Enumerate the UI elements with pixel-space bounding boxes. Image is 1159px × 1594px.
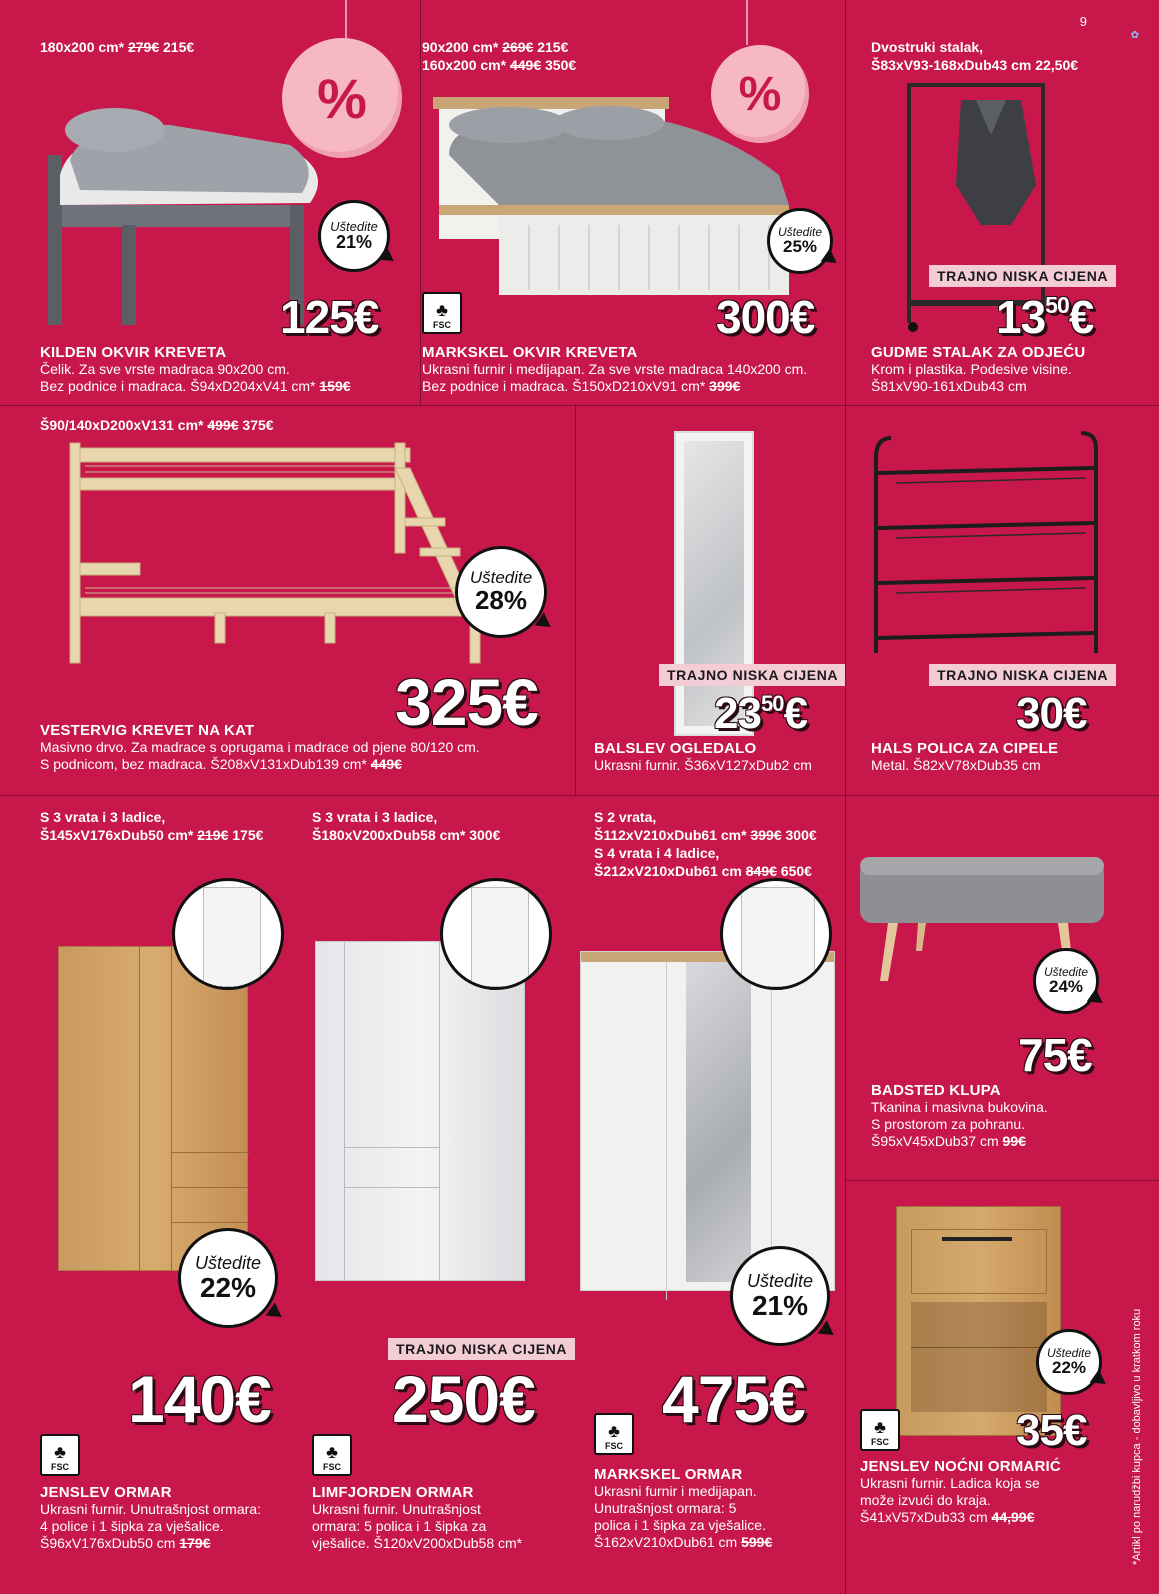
product-badsted[interactable] [846, 796, 1159, 1180]
price: 35€ [1016, 1406, 1087, 1455]
savings-badge: Uštedite 22% [1036, 1329, 1102, 1395]
price: $13^{50}€$ [996, 291, 1094, 343]
price: 250€ [392, 1362, 535, 1436]
savings-badge: Uštedite 25% [767, 208, 833, 274]
product-name: VESTERVIG KREVET NA KAT [40, 722, 255, 739]
interior-thumbnail [720, 878, 832, 990]
page-number: 9 [1079, 14, 1087, 29]
fsc-logo: ♣ FSC [594, 1413, 634, 1455]
fsc-logo: ♣ FSC [40, 1434, 80, 1476]
low-price-badge: TRAJNO NISKA CIJENA [929, 664, 1116, 686]
variant-lines: 90x200 cm* 269€ 215€ 160x200 cm* 449€ 350€ [422, 39, 577, 73]
product-info: JENSLEV ORMAR Ukrasni furnir. Unutrašnjost ormara: 4 police i 1 šipka za vješalice. Š96xV176xDub50 cm 179€ [40, 1484, 261, 1551]
price: 125€ [280, 291, 379, 343]
savings-badge: Uštedite 22% [178, 1228, 278, 1328]
product-info: MARKSKEL ORMAR Ukrasni furnir i medijapan. Unutrašnjost ormara: 5 polica i 1 šipka za vješalice. Š162xV210xDub61 cm 599€ [594, 1466, 773, 1550]
bunk-bed-image [65, 438, 495, 668]
low-price-badge: TRAJNO NISKA CIJENA [929, 265, 1116, 287]
variant-lines: S 3 vrata i 3 ladice, Š145xV176xDub50 cm* 219€ 175€ [40, 809, 264, 843]
product-jenslev-ormar[interactable] [0, 796, 290, 1594]
product-name: LIMFJORDEN ORMAR [312, 1484, 474, 1501]
product-limfjorden[interactable] [290, 796, 580, 1594]
wardrobe-image [580, 951, 835, 1291]
product-info: MARKSKEL OKVIR KREVETA Ukrasni furnir i medijapan. Za sve vrste madraca 140x200 cm. Bez podnice i madraca. Š150xD210xV91 cm* 399€ [422, 344, 808, 394]
price: 325€ [395, 665, 538, 739]
savings-badge: Uštedite 21% [730, 1246, 830, 1346]
product-info: BALSLEV OGLEDALO Ukrasni furnir. Š36xV127xDub2 cm [594, 740, 812, 773]
product-name: HALS POLICA ZA CIPELE [871, 740, 1059, 757]
savings-badge: Uštedite 21% [318, 200, 390, 272]
product-name: KILDEN OKVIR KREVETA [40, 344, 227, 361]
product-name: BALSLEV OGLEDALO [594, 740, 757, 757]
variant-line: 180x200 cm* 279€ 215€ [40, 39, 195, 55]
price: 75€ [1018, 1029, 1092, 1081]
variant-lines: S 2 vrata, Š112xV210xDub61 cm* 399€ 300€ S 4 vrata i 4 ladice, Š212xV210xDub61 cm 849€ 650€ [594, 809, 817, 879]
variant-lines: S 3 vrata i 3 ladice, Š180xV200xDub58 cm* 300€ [312, 809, 501, 843]
low-price-badge: TRAJNO NISKA CIJENA [659, 664, 845, 686]
product-info: LIMFJORDEN ORMAR Ukrasni furnir. Unutrašnjost ormara: 5 polica i 1 šipka za vješalice. Š120xV200xDub58 cm* [312, 1484, 523, 1551]
price: 475€ [662, 1362, 805, 1436]
product-name: GUDME STALAK ZA ODJEĆU [871, 344, 1086, 361]
product-kilden[interactable] [0, 0, 420, 405]
product-info: KILDEN OKVIR KREVETA Čelik. Za sve vrste madraca 90x200 cm. Bez podnice i madraca. Š94xD204xV41 cm* 159€ [40, 344, 351, 394]
savings-badge: Uštedite 28% [455, 546, 547, 638]
product-jenslev-nocni[interactable] [846, 1181, 1159, 1594]
product-info: VESTERVIG KREVET NA KAT Masivno drvo. Za madrace s oprugama i madrace od pjene 80/120 cm. S podnicom, bez madraca. Š208xV131xDub139 cm* 449€ [40, 722, 480, 772]
fsc-logo: ♣ FSC [312, 1434, 352, 1476]
variant-line: Š90/140xD200xV131 cm* 499€ 375€ [40, 417, 274, 433]
variant-lines: Dvostruki stalak, Š83xV93-168xDub43 cm 22,50€ [871, 39, 1079, 73]
product-markskel-bed[interactable] [421, 0, 845, 405]
product-info: GUDME STALAK ZA ODJEĆU Krom i plastika. Podesive visine. Š81xV90-161xDub43 cm [871, 344, 1086, 394]
nightstand-image [896, 1206, 1061, 1436]
discount-tag-icon: % [711, 45, 809, 143]
product-name: JENSLEV ORMAR [40, 1484, 172, 1501]
product-info: HALS POLICA ZA CIPELE Metal. Š82xV78xDub35 cm [871, 740, 1059, 773]
product-gudme[interactable] [846, 0, 1159, 405]
product-hals[interactable] [846, 406, 1159, 795]
interior-thumbnail [172, 878, 284, 990]
product-balslev[interactable] [576, 406, 845, 795]
product-vestervig[interactable] [0, 406, 575, 795]
price: 300€ [716, 291, 815, 343]
price: $23^{50}€$ [714, 689, 807, 738]
price: 30€ [1016, 689, 1087, 738]
savings-badge: Uštedite 24% [1033, 948, 1099, 1014]
wardrobe-image [58, 946, 248, 1271]
product-name: MARKSKEL OKVIR KREVETA [422, 344, 638, 361]
product-name: JENSLEV NOĆNI ORMARIĆ [860, 1458, 1061, 1475]
fsc-logo: ♣ FSC [860, 1409, 900, 1451]
wardrobe-image [315, 941, 525, 1281]
product-markskel-ormar[interactable] [580, 796, 845, 1594]
shoe-rack-image [866, 428, 1106, 658]
price: 140€ [128, 1362, 271, 1436]
interior-thumbnail [440, 878, 552, 990]
decor-icon: ✿ [1130, 30, 1139, 41]
availability-note: *Artikl po narudžbi kupca - dobavljivo u kratkom roku [1131, 1308, 1143, 1565]
product-info: BADSTED KLUPA Tkanina i masivna bukovina. S prostorom za pohranu. Š95xV45xDub37 cm 99€ [871, 1082, 1048, 1149]
product-name: MARKSKEL ORMAR [594, 1466, 743, 1483]
product-info: JENSLEV NOĆNI ORMARIĆ Ukrasni furnir. Ladica koja se može izvući do kraja. Š41xV57xDub33 cm 44,99€ [860, 1458, 1061, 1525]
fsc-logo: ♣ FSC [422, 292, 462, 334]
discount-tag-icon: % [282, 38, 402, 158]
low-price-badge: TRAJNO NISKA CIJENA [388, 1338, 575, 1360]
product-name: BADSTED KLUPA [871, 1082, 1001, 1099]
